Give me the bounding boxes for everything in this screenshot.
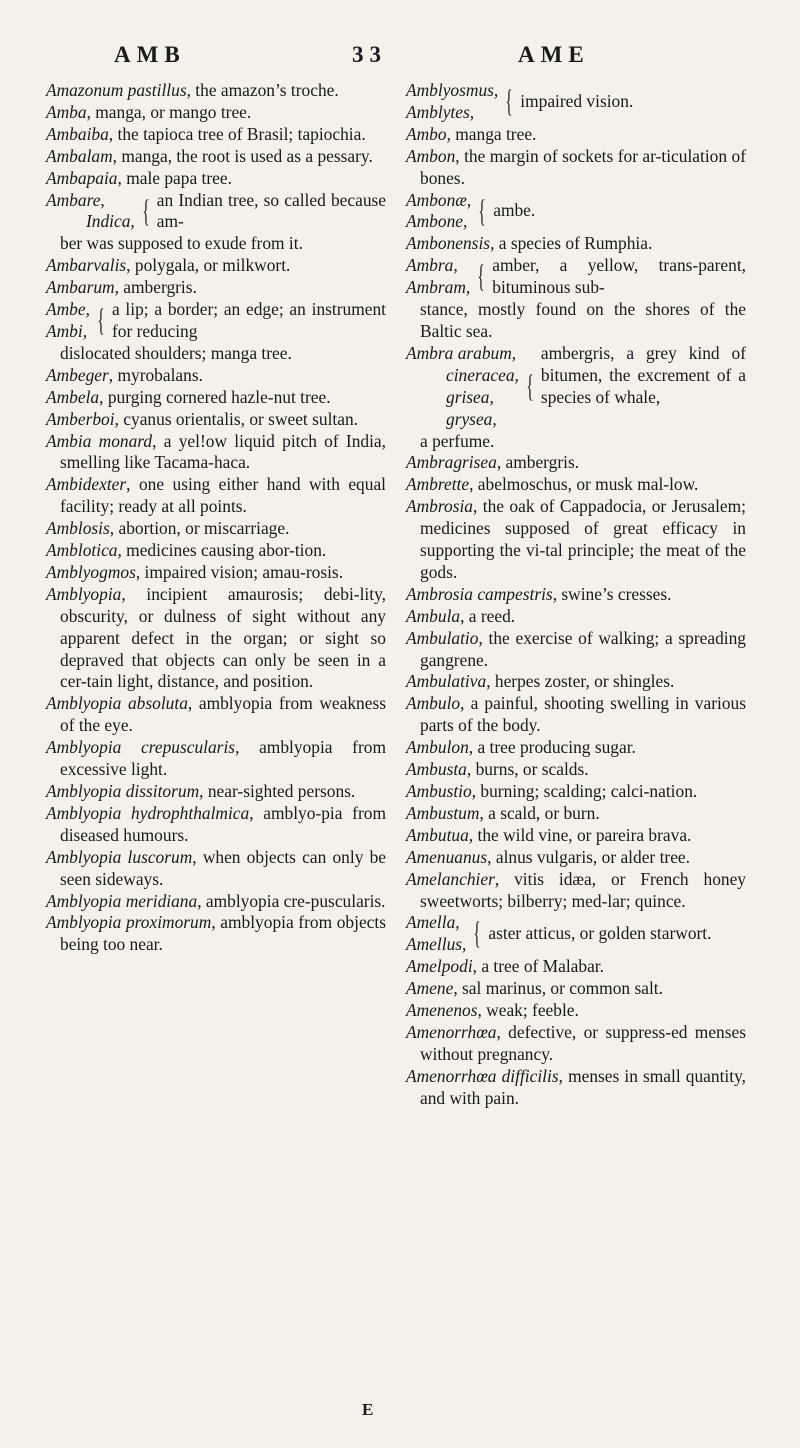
entry-term: Ambulativa xyxy=(406,671,487,692)
right-column xyxy=(406,80,746,1110)
entry-term: Amenuanus xyxy=(406,846,488,867)
dictionary-entry xyxy=(406,737,746,759)
entry-group xyxy=(406,912,746,956)
entry-term: Amblyosmus, xyxy=(406,80,499,100)
dictionary-entry xyxy=(406,956,746,978)
entry-terms xyxy=(406,912,466,956)
entry-definition: , manga, or mango tree. xyxy=(86,101,252,122)
dictionary-entry xyxy=(406,1066,746,1110)
entry-definition: , weak; feeble. xyxy=(477,1000,579,1021)
entry-group xyxy=(406,190,746,234)
entry-term: Ambulon xyxy=(406,737,469,758)
dictionary-entry xyxy=(46,540,386,562)
entry-term: Amblyopia meridiana xyxy=(46,890,198,911)
dictionary-entry xyxy=(406,584,746,606)
entry-group xyxy=(46,190,386,234)
entry-definition: , myrobalans. xyxy=(108,364,203,385)
entry-definition: , manga, the root is used as a pessary. xyxy=(112,145,373,166)
entry-terms xyxy=(406,190,471,234)
entry-term: grysea, xyxy=(446,408,497,429)
dictionary-entry xyxy=(46,255,386,277)
entry-definition: , a painful, shooting swelling in various parts of the body. xyxy=(420,693,746,736)
entry-group xyxy=(406,80,746,124)
entry-definition: , burning; scalding; calci-nation. xyxy=(471,781,698,801)
entry-definition: , amblyopia from weakness of the eye. xyxy=(60,693,386,736)
entry-definition: , herpes zoster, or shingles. xyxy=(486,671,675,692)
page-number: 33 xyxy=(352,42,387,67)
dictionary-entry xyxy=(46,781,386,803)
dictionary-entry xyxy=(46,584,386,694)
entry-term: Amblyopia absoluta xyxy=(46,693,188,714)
grouped-entry xyxy=(406,912,746,956)
entry-definition: , the exercise of walking; a spreading gangrene. xyxy=(420,627,746,670)
entry-term: Amazonum pastillus xyxy=(46,80,187,100)
entry-term: Ambrosia xyxy=(406,496,473,517)
entry-term: Ambula xyxy=(406,605,461,626)
entry-term: Ambragrisea xyxy=(406,452,497,473)
dictionary-entry xyxy=(406,693,746,737)
entry-definition: , swine’s cresses. xyxy=(552,583,672,604)
entry-term: Ambrette xyxy=(406,474,470,495)
entry-definition: ambe. xyxy=(493,200,536,221)
dictionary-entry xyxy=(406,759,746,781)
entry-definition: , ambergris. xyxy=(114,277,197,298)
entry-term: Ambustum xyxy=(406,802,480,823)
dictionary-entry xyxy=(46,891,386,913)
entry-definition: , the tapioca tree of Brasil; tapiochia. xyxy=(108,123,366,144)
dictionary-entry xyxy=(46,562,386,584)
entry-definition: , amblyo-pia from diseased humours. xyxy=(60,802,386,845)
entry-definition: , the margin of sockets for ar-ticulation of bones. xyxy=(420,145,746,188)
entry-definition: , purging cornered hazle-nut tree. xyxy=(99,386,331,407)
entry-term: Ambarvalis xyxy=(46,255,127,276)
entry-definition: , one using either hand with equal facility; ready at all points. xyxy=(60,474,386,517)
entry-definition: , when objects can only be seen sideways. xyxy=(60,846,386,889)
entry-definition: , a scald, or burn. xyxy=(479,802,600,823)
dictionary-entry xyxy=(406,847,746,869)
grouped-entry xyxy=(406,190,746,234)
dictionary-entry xyxy=(406,496,746,584)
dictionary-entry xyxy=(46,168,386,190)
entry-term: Amblyopia proximorum xyxy=(46,912,212,933)
entry-term: Amblotica xyxy=(46,540,118,561)
entry-definition: ambergris, a grey kind of bitumen, the excrement of a species of whale, xyxy=(540,342,746,407)
entry-term: Ambo xyxy=(406,123,447,144)
entry-continuation: stance, mostly found on the shores of the Baltic sea. xyxy=(420,299,746,341)
entry-term: Amelanchier xyxy=(406,868,495,889)
entry-definition: , impaired vision; amau-rosis. xyxy=(135,561,344,582)
entry-term: Ambon xyxy=(406,145,456,166)
entry-term: Amberboi xyxy=(46,408,115,429)
dictionary-entry xyxy=(46,474,386,518)
entry-term: Amba xyxy=(46,101,87,122)
entry-term: Ambulatio xyxy=(406,627,479,648)
entry-term: Amblyopia crepuscularis xyxy=(46,737,236,758)
entry-term: Amella, xyxy=(406,912,460,933)
entry-definition: , burns, or scalds. xyxy=(466,759,589,780)
entry-term: Ambaiba xyxy=(46,123,109,144)
dictionary-entry xyxy=(46,365,386,387)
entry-definition: , the wild vine, or pareira brava. xyxy=(468,824,692,845)
entry-term: Ambe, xyxy=(46,299,90,320)
entry-definition: , male papa tree. xyxy=(117,167,232,188)
dictionary-entry xyxy=(46,431,386,475)
dictionary-entry xyxy=(406,803,746,825)
dictionary-entry xyxy=(46,693,386,737)
dictionary-entry xyxy=(46,80,386,102)
entry-term: Indica, xyxy=(86,211,135,232)
dictionary-entry xyxy=(406,1000,746,1022)
entry-definition: , manga tree. xyxy=(446,123,537,144)
header-left-guideword: AMB xyxy=(114,42,186,67)
entry-term: Ambarum xyxy=(46,277,115,298)
entry-definition: impaired vision. xyxy=(520,90,634,111)
entry-group xyxy=(406,255,746,299)
entry-term: Amblyopia luscorum xyxy=(46,846,193,867)
entry-term: Ambulo xyxy=(406,693,461,714)
entry-definition: , the amazon’s troche. xyxy=(186,80,339,100)
entry-term: Ambram, xyxy=(406,277,471,298)
entry-term: Ambeger xyxy=(46,364,109,385)
entry-definition: , a reed. xyxy=(460,605,516,626)
entry-term: Ambare, xyxy=(46,189,105,210)
entry-term: Ambustio xyxy=(406,781,472,801)
catchword: E xyxy=(362,1400,374,1419)
entry-definition: , abelmoschus, or musk mal-low. xyxy=(469,474,699,495)
entry-term: Ambrosia campestris xyxy=(406,583,553,604)
brace-glyph: { xyxy=(478,193,486,229)
dictionary-entry xyxy=(46,912,386,956)
dictionary-entry xyxy=(406,233,746,255)
entry-term: Ambapaia xyxy=(46,167,118,188)
entry-definition: , alnus vulgaris, or alder tree. xyxy=(487,846,690,867)
dictionary-entry xyxy=(46,847,386,891)
entry-terms xyxy=(406,343,519,431)
entry-terms xyxy=(46,190,135,234)
dictionary-entry xyxy=(406,978,746,1000)
brace-glyph: { xyxy=(526,368,534,404)
entry-term: Ambi, xyxy=(46,320,88,341)
dictionary-entry xyxy=(46,102,386,124)
entry-definition: , menses in small quantity, and with pain. xyxy=(420,1065,747,1108)
entry-group xyxy=(46,299,386,343)
header-right-guideword: AME xyxy=(518,42,590,67)
entry-term: Ambidexter xyxy=(46,474,127,495)
entry-term: Ambra arabum, xyxy=(406,342,517,363)
entry-continuation: dislocated shoulders; manga tree. xyxy=(60,342,292,363)
dictionary-entry xyxy=(46,387,386,409)
page-header xyxy=(34,42,774,82)
entry-definition: , a yel!ow liquid pitch of India, smelling like Tacama-haca. xyxy=(60,430,386,473)
entry-term: Ambela xyxy=(46,386,100,407)
entry-term: Amblyopia xyxy=(46,583,122,604)
entry-definition: , amblyopia from objects being too near. xyxy=(60,912,386,955)
dictionary-entry xyxy=(46,124,386,146)
entry-continuation: a perfume. xyxy=(420,430,495,451)
entry-definition: , ambergris. xyxy=(496,452,580,473)
entry-continuation: ber was supposed to exude from it. xyxy=(60,233,303,254)
entry-term: Amellus, xyxy=(406,934,467,955)
entry-definition: , vitis idæa, or French honey sweetworts; bilberry; med-lar; quince. xyxy=(420,868,746,911)
entry-term: Amene xyxy=(406,978,454,999)
entry-term: Amenorrhœa xyxy=(406,1021,497,1042)
dictionary-entry xyxy=(406,671,746,693)
entry-definition: , a species of Rumphia. xyxy=(490,233,653,254)
entry-term: Amelpodi xyxy=(406,956,473,977)
entry-definition: aster atticus, or golden starwort. xyxy=(488,923,712,944)
entry-definition: amber, a yellow, trans-parent, bituminous sub- xyxy=(492,255,746,298)
entry-definition: , amblyopia cre-puscularis. xyxy=(197,890,386,911)
entry-definition: an Indian tree, so called because am- xyxy=(156,189,386,232)
entry-definition: , defective, or suppress-ed menses without pregnancy. xyxy=(420,1021,746,1064)
entry-definition: , amblyopia from excessive light. xyxy=(60,737,386,780)
entry-term: Ambutua xyxy=(406,824,469,845)
entry-term: Amenenos xyxy=(406,1000,478,1021)
entry-definition: , sal marinus, or common salt. xyxy=(453,978,663,999)
entry-definition: a lip; a border; an edge; an instrument for reducing xyxy=(111,299,386,341)
brace-glyph: { xyxy=(473,916,481,952)
entry-term: Amenorrhœa difficilis xyxy=(406,1065,559,1086)
entry-definition: , near-sighted persons. xyxy=(199,781,356,801)
entry-term: Ambone, xyxy=(406,211,468,232)
dictionary-entry xyxy=(46,737,386,781)
entry-terms xyxy=(406,255,470,299)
entry-term: grisea, xyxy=(446,386,494,407)
dictionary-entry xyxy=(406,146,746,190)
entry-term: Ambonensis xyxy=(406,233,491,254)
entry-definition: , a tree producing sugar. xyxy=(468,737,636,758)
entry-term: Ambonæ, xyxy=(406,189,472,210)
grouped-entry xyxy=(406,343,746,453)
brace-glyph: { xyxy=(505,84,513,119)
grouped-entry xyxy=(406,255,746,343)
dictionary-entry xyxy=(406,606,746,628)
entry-terms xyxy=(46,299,90,343)
entry-term: Amblytes, xyxy=(406,101,475,122)
dictionary-entry xyxy=(46,409,386,431)
dictionary-entry xyxy=(406,124,746,146)
dictionary-entry xyxy=(406,869,746,913)
dictionary-entry xyxy=(406,781,746,803)
entry-group xyxy=(406,343,746,431)
entry-definition: , cyanus orientalis, or sweet sultan. xyxy=(114,408,359,429)
entry-term: Ambra, xyxy=(406,255,458,276)
grouped-entry xyxy=(406,80,746,124)
dictionary-entry xyxy=(406,628,746,672)
dictionary-entry xyxy=(406,1022,746,1066)
entry-definition: , abortion, or miscarriage. xyxy=(109,518,290,539)
dictionary-entry xyxy=(46,277,386,299)
entry-definition: , a tree of Malabar. xyxy=(472,956,604,977)
entry-term: Ambusta xyxy=(406,759,467,780)
entry-term: cineracea, xyxy=(446,364,519,385)
brace-glyph: { xyxy=(142,193,150,229)
dictionary-entry xyxy=(46,518,386,540)
grouped-entry xyxy=(46,190,386,256)
dictionary-entry xyxy=(46,803,386,847)
entry-terms xyxy=(406,80,498,124)
entry-definition: , polygala, or milkwort. xyxy=(126,255,291,276)
grouped-entry xyxy=(46,299,386,365)
dictionary-entry xyxy=(46,146,386,168)
brace-glyph: { xyxy=(477,259,485,294)
dictionary-entry xyxy=(406,452,746,474)
dictionary-entry xyxy=(406,474,746,496)
entry-term: Amblyopia dissitorum xyxy=(46,781,200,801)
entry-definition: , medicines causing abor-tion. xyxy=(117,540,327,561)
entry-term: Ambalam xyxy=(46,145,113,166)
entry-term: Amblosis xyxy=(46,518,110,539)
entry-definition: , the oak of Cappadocia, or Jerusalem; medicines supposed of great efficacy in supporting the vi-tal principle; the meat of the gods. xyxy=(420,496,746,582)
dictionary-entry xyxy=(406,825,746,847)
left-column xyxy=(46,80,386,956)
entry-term: Amblyogmos xyxy=(46,561,136,582)
brace-glyph: { xyxy=(97,303,105,338)
entry-term: Amblyopia hydrophthalmica xyxy=(46,802,250,823)
entry-term: Ambia monard xyxy=(46,430,153,451)
entry-definition: , incipient amaurosis; debi-lity, obscurity, or dulness of sight without any apparent defect in the organ; or sight so depraved that objects can only be seen in a cer-tain light, distance, and position. xyxy=(60,583,386,692)
